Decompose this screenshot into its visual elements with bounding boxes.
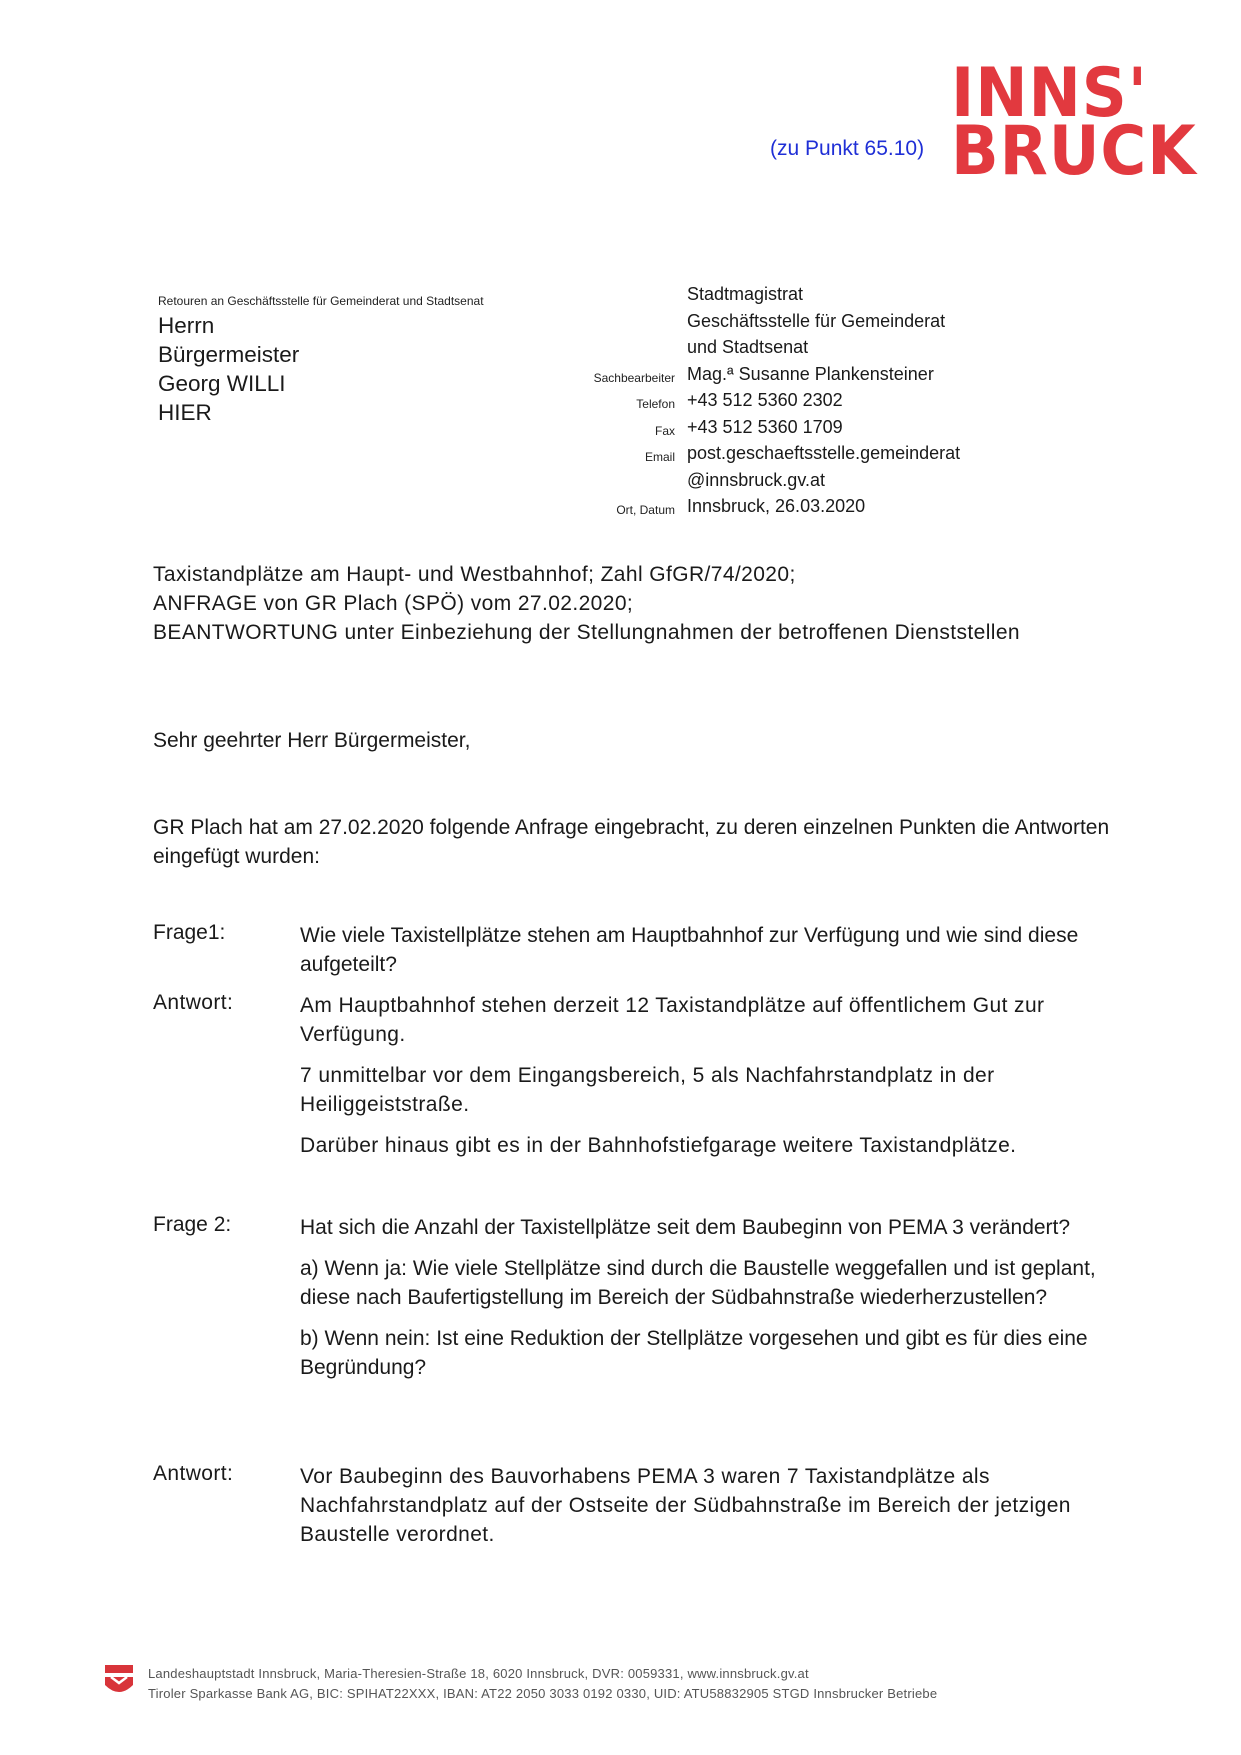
answer-paragraph: 7 unmittelbar vor dem Eingangsbereich, 5 als Nachfahrstandplatz in der Heiliggeiststraße. [300,1064,995,1116]
answer-label: Antwort: [153,991,234,1014]
recipient-line: Herrn [158,313,215,338]
recipient-line: Georg WILLI [158,371,286,396]
recipient-line: Bürgermeister [158,342,300,367]
sender-info-block [540,284,1100,523]
question-label: Frage1: [153,921,226,944]
footer-bank-line: Tiroler Sparkasse Bank AG, BIC: SPIHAT22XXX, IBAN: AT22 2050 3033 0192 0330, UID: ATU58832905 STGD Innsbrucker Betriebe [148,1686,938,1701]
logo-line-2: BRUCK [951,112,1197,191]
innsbruck-logo [951,54,1197,191]
question-label: Frage 2: [153,1213,232,1236]
agenda-reference: (zu Punkt 65.10) [770,137,925,160]
question-paragraph: b) Wenn nein: Ist eine Reduktion der Stellplätze vorgesehen und gibt es für dies eine Begründung? [300,1327,1088,1379]
sender-value: Geschäftsstelle für Gemeinderat [687,310,946,331]
footer-address-line: Landeshauptstadt Innsbruck, Maria-Theresien-Straße 18, 6020 Innsbruck, DVR: 0059331, www.innsbruck.gv.at [148,1666,809,1681]
sender-value: und Stadtsenat [687,337,809,357]
sender-label: Fax [654,423,675,438]
subject-block [153,560,1020,647]
sender-row [540,284,1100,311]
email-address: post.geschaeftsstelle.gemeinderat [687,443,961,463]
answer-label: Antwort: [153,1462,234,1485]
sender-row [540,443,1100,470]
return-address-line: Retouren an Geschäftsstelle für Gemeinderat und Stadtsenat [158,294,484,308]
place-date: Innsbruck, 26.03.2020 [687,496,866,516]
answer-paragraph: Vor Baubeginn des Bauvorhabens PEMA 3 waren 7 Taxistandplätze als Nachfahrstandplatz auf der Ostseite der Südbahnstraße im Bereich der jetzigen Baustelle verordnet. [300,1465,1071,1546]
email-address-domain: @innsbruck.gv.at [687,469,825,490]
answer-text [300,1462,1150,1561]
question-paragraph: a) Wenn ja: Wie viele Stellplätze sind durch die Baustelle weggefallen und ist geplant, diese nach Baufertigstellung im Bereich der Südbahnstraße wiederherzustellen? [300,1257,1096,1309]
subject-line: ANFRAGE von GR Plach (SPÖ) vom 27.02.2020; [153,592,634,615]
sender-value: Stadtmagistrat [687,284,804,304]
sender-row [540,311,1100,338]
innsbruck-coat-of-arms-icon [103,1663,135,1703]
sender-value: Mag.ª Susanne Plankensteiner [687,363,934,384]
logo-line-1: INNS' [951,54,1148,133]
sender-label: Sachbearbeiter [593,370,675,385]
answer-paragraph: Am Hauptbahnhof stehen derzeit 12 Taxistandplätze auf öffentlichem Gut zur Verfügung. [300,994,1045,1046]
answer-text [300,991,1150,1172]
sender-row [540,364,1100,391]
sender-row [540,496,1100,523]
intro-paragraph: GR Plach hat am 27.02.2020 folgende Anfrage eingebracht, zu deren einzelnen Punkten die Antworten eingefügt wurden: [153,816,1110,868]
subject-line: BEANTWORTUNG unter Einbeziehung der Stellungnahmen der betroffenen Dienststellen [153,621,1021,644]
question-paragraph: Hat sich die Anzahl der Taxistellplätze seit dem Baubeginn von PEMA 3 verändert? [300,1216,1071,1239]
salutation: Sehr geehrter Herr Bürgermeister, [153,729,471,752]
page-footer [100,1660,1140,1710]
question-text [300,921,1150,991]
answer-paragraph: Darüber hinaus gibt es in der Bahnhofstiefgarage weitere Taxistandplätze. [300,1134,1017,1157]
sender-row [540,417,1100,444]
recipient-line: HIER [158,400,212,425]
sender-row [540,337,1100,364]
fax-number: +43 512 5360 1709 [687,416,843,437]
question-paragraph: Wie viele Taxistellplätze stehen am Hauptbahnhof zur Verfügung und wie sind diese aufgeteilt? [300,924,1079,976]
sender-label: Ort, Datum [616,503,675,517]
question-text [300,1213,1150,1394]
sender-label: Email [644,450,675,464]
recipient-address [158,311,299,427]
sender-row [540,390,1100,417]
sender-label: Telefon [636,397,675,411]
phone-number: +43 512 5360 2302 [687,390,843,410]
subject-line: Taxistandplätze am Haupt- und Westbahnhof; Zahl GfGR/74/2020; [153,563,796,586]
sender-row [540,470,1100,497]
